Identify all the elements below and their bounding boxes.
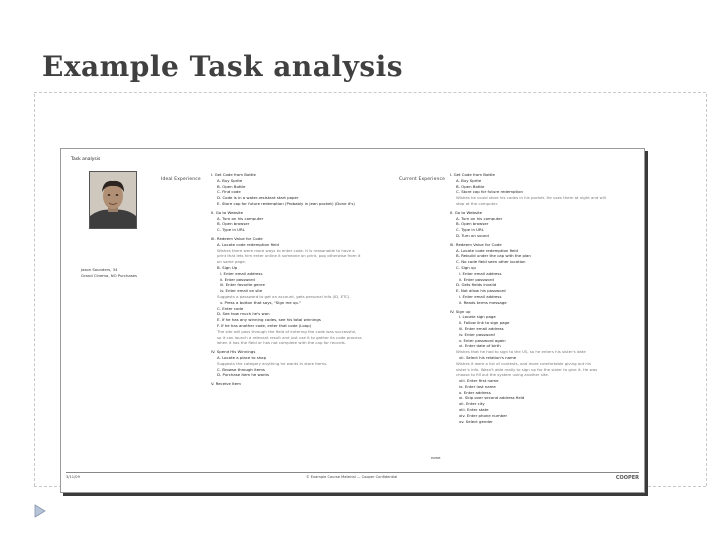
section-heading: I. Get Code from Bottle <box>450 172 495 177</box>
list-item: D. Code is in a water-resistant start paper <box>217 195 299 201</box>
note-line: on same page. <box>217 259 246 265</box>
section-heading: III. Redeem Value for Code <box>211 235 263 241</box>
list-item: B. Rebuild under the cap with the plan <box>456 253 531 259</box>
list-item: xiii. Enter state <box>459 407 489 413</box>
persona-detail: Grand Cinema, NO Purchases <box>81 273 137 278</box>
list-item: A. Turn on his computer <box>217 215 264 221</box>
note-line: print that lets him enter online it someone on print, pop otherwise from it <box>217 253 361 259</box>
list-item: E. Store cap for future redemption (Probably in jean pocket) (Done it's) <box>217 200 355 206</box>
note-line: stop at the computer. <box>456 200 499 206</box>
list-item: E. If he has any winning codes, see his total winnings <box>217 317 321 323</box>
list-item: F. If he has another code, enter that code (Loop) <box>217 322 312 328</box>
current-experience-list <box>450 169 640 424</box>
note-line: so it can launch a relevant result and just use it to gather its code process <box>217 334 362 340</box>
note-line: The site will pass through the field of entering the code was successful, <box>217 328 357 334</box>
list-item: vi. Enter date of birth <box>459 343 501 349</box>
list-item: B. Open Bottle <box>456 183 485 189</box>
section-heading: II. Go to Website <box>211 209 244 215</box>
list-item: D. See how much he's won <box>217 311 270 317</box>
list-item: ii. Enter password <box>459 276 494 282</box>
document-footer-divider <box>66 472 639 473</box>
list-item: E. Not allow his password <box>456 288 506 294</box>
list-item: C. Find code <box>217 189 241 195</box>
list-item: C. No code field seen other location <box>456 259 526 265</box>
list-item: D. Turn on sound <box>456 232 489 238</box>
section-heading: IV. Sign up <box>450 308 471 314</box>
list-item: D. Purchase item he wants <box>217 372 270 378</box>
list-item: i. Enter email address <box>459 293 502 299</box>
list-item: D. Gets fields invalid <box>456 282 497 288</box>
list-item: ix. Enter last name <box>459 383 496 389</box>
persona-name: Jason Saunders, 34 <box>81 267 118 272</box>
list-item: C. Type in URL <box>217 227 245 233</box>
note-line: Wishes that he had to sign to the US, so he enters his sister's date <box>456 349 586 355</box>
persona-caption <box>81 267 151 279</box>
list-item: A. Locate code redemption field <box>456 247 518 253</box>
slide-nav-icon[interactable] <box>34 504 46 518</box>
section-heading: I. Get Code from Bottle <box>211 172 256 177</box>
list-item: C. Sign up <box>456 264 476 270</box>
note-line: Wishes it were a list of contests, and more comfortable giving out his <box>456 360 591 366</box>
list-item: ii. Reads terms message <box>459 299 507 305</box>
list-item: A. Buy Sprite <box>456 177 482 183</box>
list-item: B. Open browser <box>456 221 489 227</box>
list-item: iv. Enter password <box>459 331 495 337</box>
none-label: none <box>431 455 441 460</box>
section-heading: II. Go to Website <box>450 209 483 215</box>
list-item: iii. Enter favorite genre <box>220 282 265 288</box>
list-item: x. Enter address <box>459 389 491 395</box>
list-item: viii. Enter first name <box>459 378 499 384</box>
list-item: C. Enter code <box>217 305 244 311</box>
list-item: vii. Select his relation's name <box>459 354 517 360</box>
slide-title: Example Task analysis <box>42 50 404 83</box>
list-item: B. Open Bottle <box>217 183 246 189</box>
note-line: Suggests the category anything he wants in store items. <box>217 360 328 366</box>
ideal-experience-title: Ideal Experience <box>161 177 201 182</box>
note-line: choose to fill out the system using another site. <box>456 372 550 378</box>
list-item: A. Buy Sprite <box>217 177 243 183</box>
footer-copyright: © Example Course Material — Cooper Confidential <box>306 475 398 479</box>
section-heading: V. Receive Item <box>211 381 241 387</box>
left-border <box>34 94 35 486</box>
list-item: B. Sign Up <box>217 264 238 270</box>
title-divider <box>34 92 706 93</box>
list-item: ii. Enter password <box>220 276 255 282</box>
list-item: C. Browse through items <box>217 366 265 372</box>
document-header: Task analysis <box>71 157 101 162</box>
list-item: xiv. Enter phone number <box>459 412 508 418</box>
list-item: iv. Enter email on site <box>220 288 263 294</box>
persona-photo-image <box>90 172 136 228</box>
section-heading: III. Redeem Value for Code <box>450 241 502 247</box>
list-item: B. Open browser <box>217 221 250 227</box>
list-item: A. Locate code redemption field <box>217 241 279 247</box>
right-border <box>706 94 707 486</box>
list-item: A. Locate a place to shop <box>217 354 267 360</box>
list-item: i. Locate sign page <box>459 314 496 320</box>
list-item: v. Enter password again <box>459 337 506 343</box>
list-item: A. Turn on his computer <box>456 215 503 221</box>
list-item: i. Enter email address <box>459 270 502 276</box>
note-line: Wishes he could store his codes in his pocket. He uses them at night and will <box>456 195 606 201</box>
task-analysis-document <box>60 148 645 493</box>
list-item: C. Type in URL <box>456 227 484 233</box>
current-experience-title: Current Experience <box>399 177 445 182</box>
list-item: xi. Skip over second address field <box>459 395 525 401</box>
ideal-experience-list <box>211 169 411 387</box>
list-item: i. Enter email address <box>220 270 263 276</box>
list-item: ii. Follow link to sign page <box>459 320 510 326</box>
list-item: xv. Select gender <box>459 418 493 424</box>
list-item: C. Store cap for future redemption <box>456 189 523 195</box>
section-heading: IV. Spend His Winnings <box>211 349 256 355</box>
note-line: Wishes there were more ways to enter code. It is reasonable to have a <box>217 247 355 253</box>
cooper-logo: COOPER <box>615 475 639 481</box>
list-item: xii. Enter city <box>459 401 485 407</box>
note-line: Suggests a password to get an account, gets personal info (ID, ETC). <box>217 293 351 299</box>
note-line: when it has the field or has not complete with the cap for records. <box>217 340 346 346</box>
footer-date: 3/11/09 <box>66 475 80 479</box>
list-item: v. Press a button that says, "Sign me up." <box>220 299 301 305</box>
note-line: sister's info. Wasn't able really to sign up for the sister to give it. He was <box>456 366 598 372</box>
persona-photo <box>89 171 137 229</box>
list-item: iii. Enter email address <box>459 325 504 331</box>
